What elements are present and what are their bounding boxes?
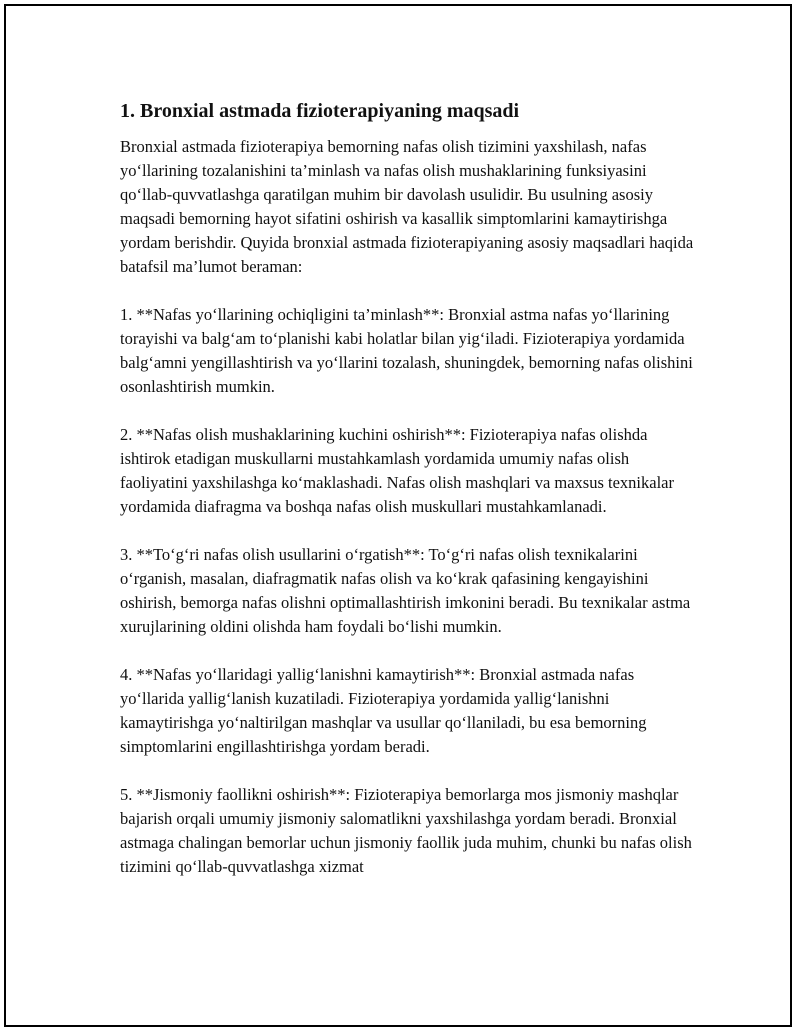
intro-paragraph: Bronxial astmada fizioterapiya bemorning nafas olish tizimini yaxshilash, nafas yo‘llarining tozalanishini ta’minlash va nafas olish mushaklarining funksiyasini qo‘llab-quvvatlashga qaratilgan muhim bir davolash usulidir. Bu usulning asosiy maqsadi bemorning hayot sifatini oshirish va kasallik simptomlarini kamaytirishga yordam berishdir. Quyida bronxial astmada fizioterapiyaning asosiy maqsadlari haqida batafsil ma’lumot beraman: [120,137,694,276]
document-page [4,4,792,1027]
document-content [120,99,700,903]
list-item-5-paragraph: 5. **Jismoniy faollikni oshirish**: Fizioterapiya bemorlarga mos jismoniy mashqlar bajarish orqali umumiy jismoniy salomatlikni yaxshilashga yordam beradi. Bronxial astmaga chalingan bemorlar uchun jismoniy faollik juda muhim, chunki bu nafas olish tizimini qo‘llab-quvvatlashga xizmat [120,785,692,876]
list-item-4-paragraph: 4. **Nafas yo‘llaridagi yallig‘lanishni kamaytirish**: Bronxial astmada nafas yo‘llarida yallig‘lanish kuzatiladi. Fizioterapiya yordamida yallig‘lanishni kamaytirishga yo‘naltirilgan mashqlar va usullar qo‘llaniladi, bu esa bemorning simptomlarini engillashtirishga yordam beradi. [120,665,647,756]
list-item-1-paragraph: 1. **Nafas yo‘llarining ochiqligini ta’minlash**: Bronxial astma nafas yo‘llarining torayishi va balg‘am to‘planishi kabi holatlar bilan yig‘iladi. Fizioterapiya yordamida balg‘amni yengillashtirish va yo‘llarini tozalash, shuningdek, bemorning nafas olishini osonlashtirish mumkin. [120,305,693,396]
list-item-2-paragraph: 2. **Nafas olish mushaklarining kuchini oshirish**: Fizioterapiya nafas olishda ishtirok etadigan muskullarni mustahkamlash yordamida umumiy nafas olish faoliyatini yaxshilashga ko‘maklashadi. Nafas olish mashqlari va maxsus texnikalar yordamida diafragma va boshqa nafas olish muskullari mustahkamlanadi. [120,425,674,516]
section-title: 1. Bronxial astmada fizioterapiyaning maqsadi [120,100,520,122]
list-item-3-paragraph: 3. **To‘g‘ri nafas olish usullarini o‘rgatish**: To‘g‘ri nafas olish texnikalarini o‘rganish, masalan, diafragmatik nafas olish va ko‘krak qafasining kengayishini oshirish, bemorga nafas olishni optimallashtirish imkonini beradi. Bu texnikalar astma xurujlarining oldini olishda ham foydali bo‘lishi mumkin. [120,545,691,636]
